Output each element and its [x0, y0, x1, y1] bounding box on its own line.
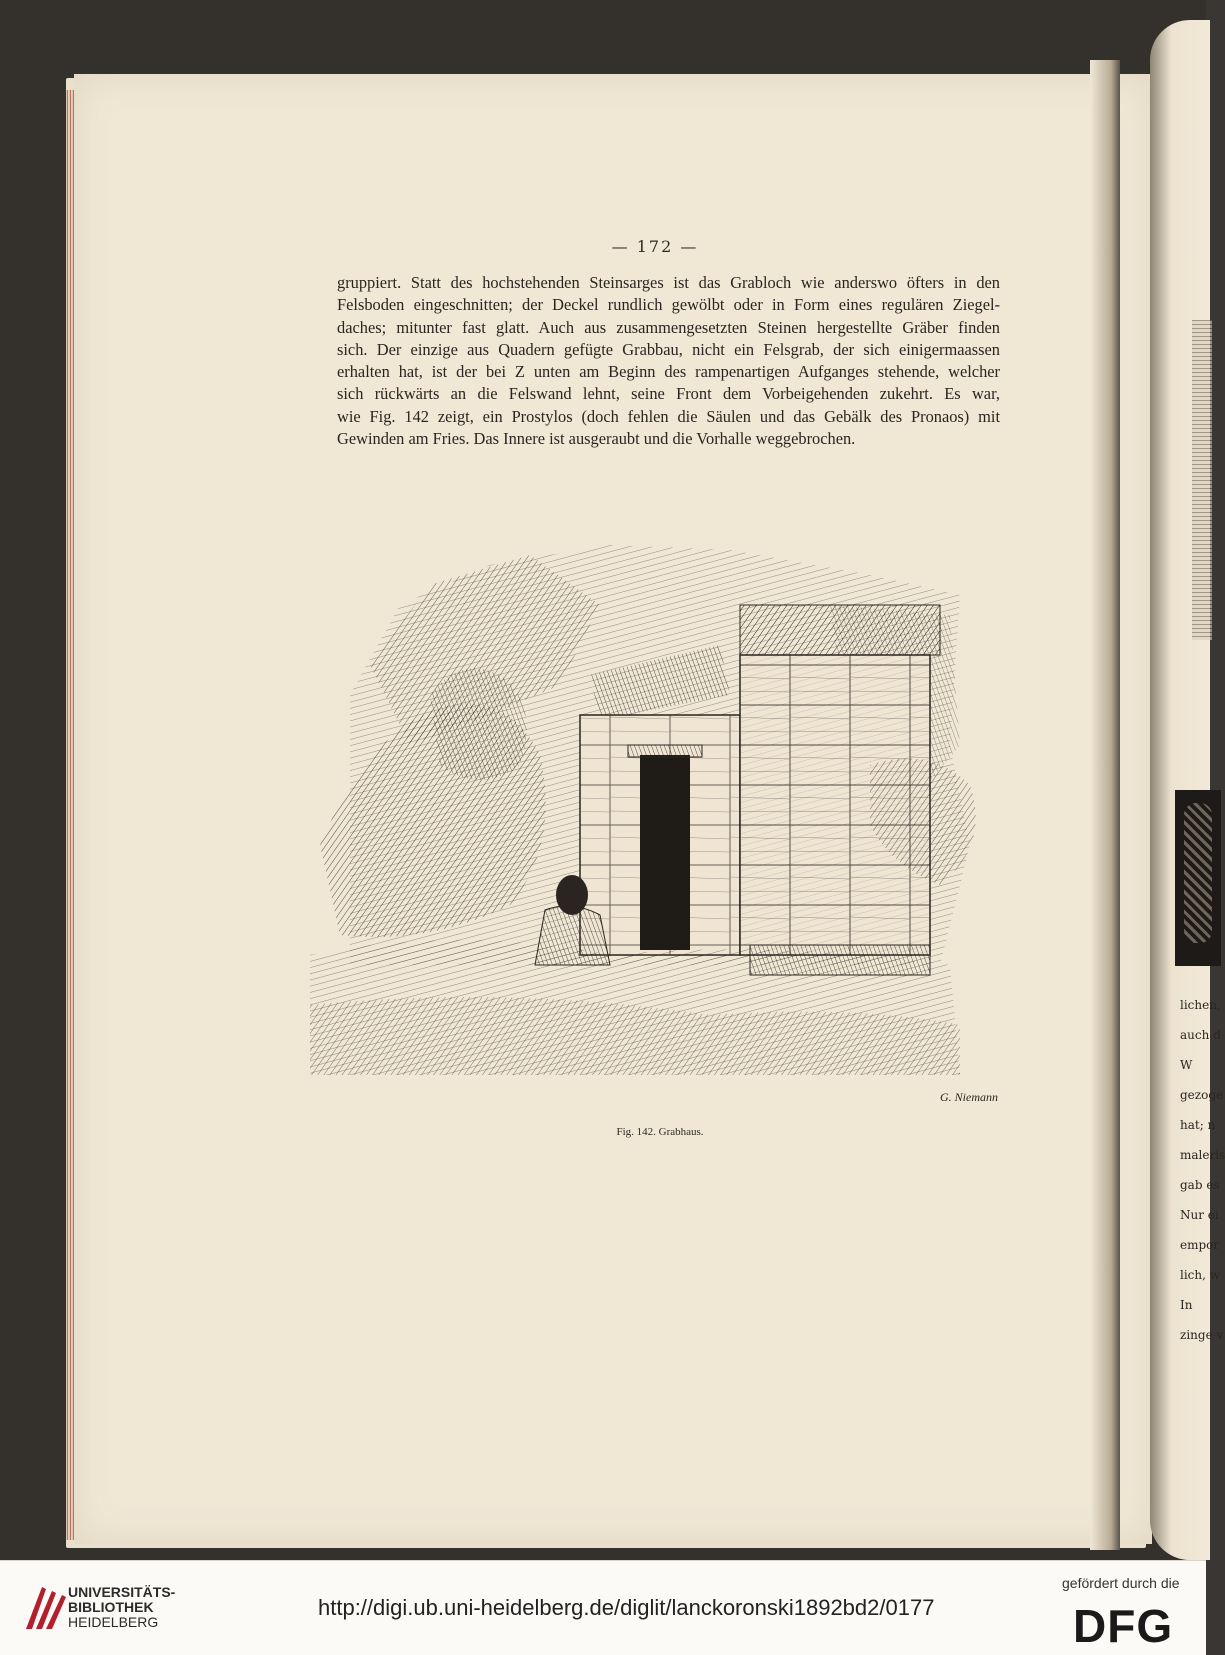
next-page-fragment: In — [1180, 1298, 1193, 1312]
document-url-link[interactable]: http://digi.ub.uni-heidelberg.de/diglit/lanckoronski1892bd2/0177 — [318, 1595, 935, 1620]
next-page-fragment: lichen, — [1180, 998, 1221, 1012]
viewer-footer — [0, 1560, 1206, 1655]
next-page-fragment: gab es — [1180, 1178, 1220, 1192]
next-page-fragment: lich, w — [1180, 1268, 1221, 1282]
institution-line: UNIVERSITÄTS- — [68, 1584, 176, 1600]
funding-label: gefördert durch die — [1062, 1575, 1180, 1591]
next-page-fragment: empor — [1180, 1238, 1220, 1252]
figure-caption: Fig. 142. Grabhaus. — [616, 1126, 704, 1138]
next-page-fragment: zinge v — [1180, 1328, 1224, 1342]
text-line: sich. Der einzige aus Quadern gefügte Grabbau, nicht ein Felsgrab, der sich einigermaassen — [337, 339, 1000, 359]
next-page-illustration-fragment — [1192, 320, 1212, 640]
text-line: gruppiert. Statt des hochstehenden Steinsarges ist das Grabloch wie anderswo öfters in den — [337, 273, 1000, 292]
text-line: Felsboden eingeschnitten; der Deckel rundlich gewölbt oder in Form eines regulären Ziegel- — [337, 295, 1000, 315]
text-line: daches; mitunter fast glatt. Auch aus zusammengesetzten Steinen hergestellte Gräber finden — [337, 317, 1000, 337]
next-page-fragment: gezoge — [1180, 1088, 1224, 1102]
text-line: wie Fig. 142 zeigt, ein Prostylos (doch fehlen die Säulen und das Gebälk des Pronaos) mit — [337, 406, 1000, 426]
artist-signature: G. Niemann — [940, 1090, 998, 1104]
engraving-drawing — [310, 545, 1010, 1115]
text-line: sich rückwärts an die Felswand lehnt, seine Front dem Vorbeigehenden zukehrt. Es war, — [337, 384, 1000, 404]
next-page-fragment: Nur ei — [1180, 1208, 1219, 1222]
book-gutter — [1090, 60, 1120, 1550]
institution-name — [68, 1585, 175, 1630]
body-paragraph — [337, 272, 1000, 450]
institution-line: BIBLIOTHEK — [68, 1599, 154, 1615]
page-number: — 172 — — [611, 237, 699, 256]
next-page-fragment: W — [1180, 1058, 1193, 1072]
ub-heidelberg-logo-icon — [22, 1581, 66, 1633]
dfg-logo: DFG — [1073, 1600, 1174, 1652]
text-line: erhalten hat, ist der bei Z unten am Beginn des rampenartigen Aufganges stehende, welcher — [337, 362, 1000, 382]
next-page-fragment: hat; n — [1180, 1118, 1216, 1132]
text-line: Gewinden am Fries. Das Innere ist ausgeraubt und die Vorhalle weggebrochen. — [337, 429, 856, 449]
next-page-fragment: auch d — [1180, 1028, 1221, 1042]
ornamental-initial — [1175, 790, 1221, 966]
page-edges — [66, 90, 74, 1540]
institution-line: HEIDELBERG — [68, 1614, 159, 1630]
tomb-illustration — [310, 545, 1010, 1115]
next-page-text — [1180, 990, 1225, 1350]
next-page-edge — [1150, 20, 1225, 1560]
next-page-fragment: maleris — [1180, 1148, 1225, 1162]
